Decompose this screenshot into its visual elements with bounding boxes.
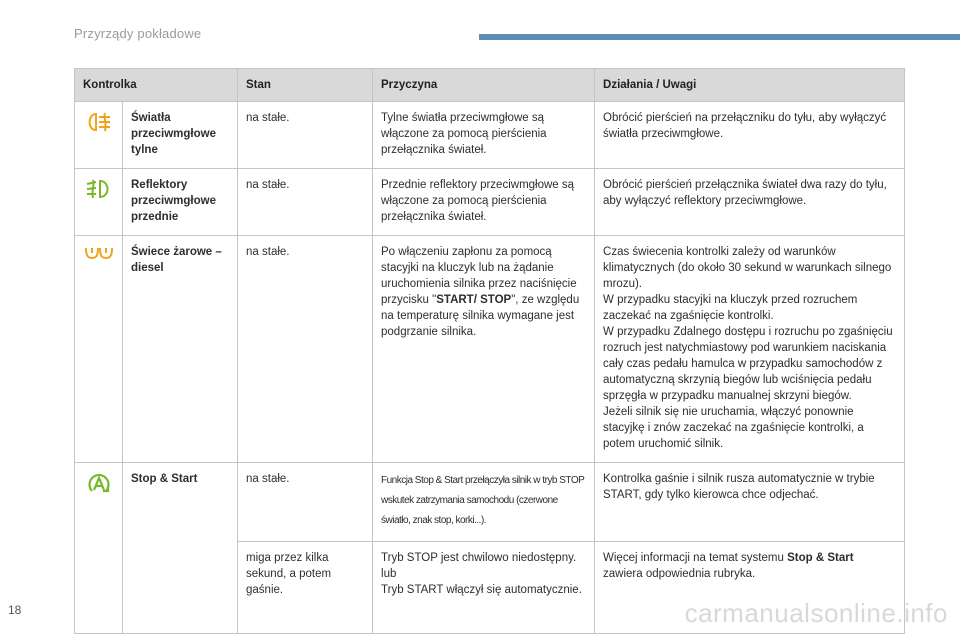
row-name: Świece żarowe – diesel (123, 236, 238, 463)
row-cause: Funkcja Stop & Start przełączyła silnik w tryb STOP wskutek zatrzymania samochodu (czerwone światło, znak stop, korki...). (373, 463, 595, 542)
header-accent-bar (479, 34, 960, 40)
table-row (75, 463, 905, 542)
glow-plug-icon (83, 244, 114, 264)
header-dzialania: Działania / Uwagi (595, 69, 905, 102)
header-kontrolka: Kontrolka (75, 69, 238, 102)
row-action: Obrócić pierścień przełącznika świateł dwa razy do tyłu, aby wyłączyć reflektory przeciwmgłowe. (595, 169, 905, 236)
table-header-row (75, 69, 905, 102)
row-name: Stop & Start (123, 463, 238, 634)
table-row (75, 169, 905, 236)
warning-lights-table (74, 68, 905, 634)
row-state: na stałe. (238, 463, 373, 542)
header-przyczyna: Przyczyna (373, 69, 595, 102)
row-action: Więcej informacji na temat systemu Stop & Start zawiera odpowiednia rubryka. (595, 542, 905, 634)
row-action: Czas świecenia kontrolki zależy od warunków klimatycznych (do około 30 sekund w warunkach silnego mrozu). W przypadku stacyjki na kluczyk przed rozruchem zaczekać na zgaśnięcie kontrolki. W przypadku Zdalnego dostępu i rozruchu po zgaśnięciu rozruch jest natychmiastowy pod warunkiem naciskania cały czas pedału hamulca w przypadku samochodów z automatyczną skrzynią biegów lub wciśnięcia pedału sprzęgła w przypadku manualnej skrzyni biegów. Jeżeli silnik się nie uruchamia, włączyć ponownie stacyjkę i znów zaczekać na zgaśnięcie kontrolki, a potem uruchomić silnik. (595, 236, 905, 463)
row-name: Reflektory przeciwmgłowe przednie (123, 169, 238, 236)
row-cause: Tylne światła przeciwmgłowe są włączone za pomocą pierścienia przełącznika świateł. (373, 102, 595, 169)
stop-start-icon (83, 471, 114, 497)
row-action: Obrócić pierścień na przełączniku do tyłu, aby wyłączyć światła przeciwmgłowe. (595, 102, 905, 169)
row-cause: Przednie reflektory przeciwmgłowe są włączone za pomocą pierścienia przełącznika świateł. (373, 169, 595, 236)
row-name: Światła przeciwmgłowe tylne (123, 102, 238, 169)
watermark: carmanualsonline.info (684, 598, 948, 628)
row-state: na stałe. (238, 102, 373, 169)
table-row (75, 236, 905, 463)
row-state: na stałe. (238, 169, 373, 236)
row-cause: Po włączeniu zapłonu za pomocą stacyjki na kluczyk lub na żądanie uruchomienia silnika przez naciśnięcie przycisku "START/ STOP", ze względu na temperaturę silnika wymagane jest podgrzanie silnika. (373, 236, 595, 463)
section-title: Przyrządy pokładowe (74, 26, 202, 41)
header-stan: Stan (238, 69, 373, 102)
rear-fog-light-icon (83, 110, 114, 134)
table-row (75, 102, 905, 169)
row-cause: Tryb STOP jest chwilowo niedostępny. lub Tryb START włączył się automatycznie. (373, 542, 595, 634)
row-state: na stałe. (238, 236, 373, 463)
front-fog-light-icon (83, 177, 114, 201)
row-action: Kontrolka gaśnie i silnik rusza automatycznie w trybie START, gdy tylko kierowca chce odjechać. (595, 463, 905, 542)
row-state: miga przez kilka sekund, a potem gaśnie. (238, 542, 373, 634)
page-number: 18 (8, 603, 22, 617)
